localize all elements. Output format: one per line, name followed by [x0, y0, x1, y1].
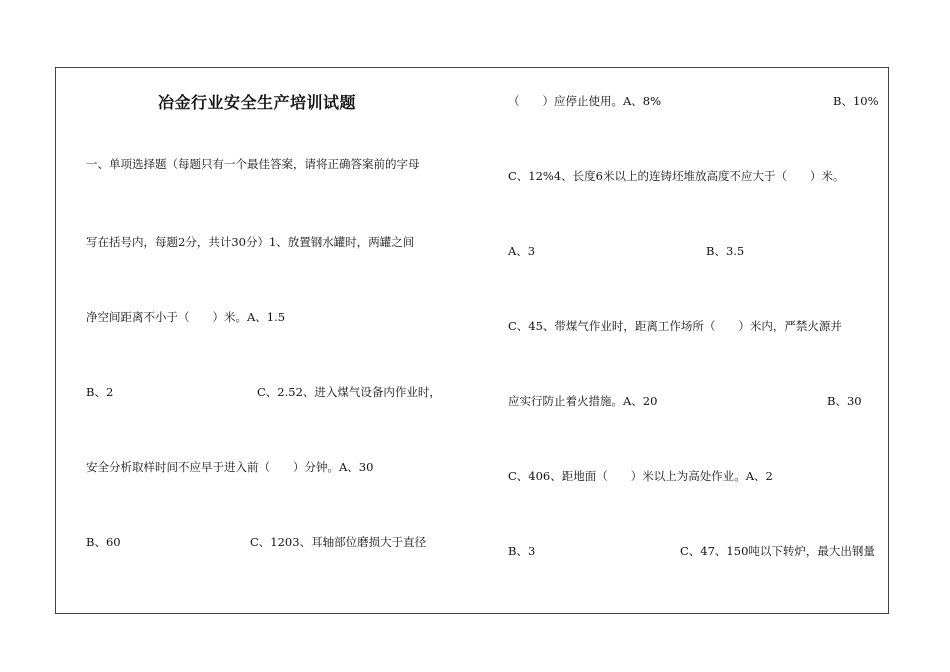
left-line-7: B、60 — [86, 535, 121, 549]
left-line-8: C、1203、耳轴部位磨损大于直径 — [250, 535, 427, 549]
left-line-5: C、2.52、进入煤气设备内作业时， — [257, 385, 441, 399]
right-line-1: （ ）应停止使用。A、8% — [508, 94, 662, 108]
right-line-11: C、47、150吨以下转炉，最大出钢量 — [680, 544, 875, 558]
right-line-3: C、12%4、长度6米以上的连铸坯堆放高度不应大于（ ）米。 — [508, 169, 845, 183]
left-line-4: B、2 — [86, 385, 114, 399]
left-line-6: 安全分析取样时间不应早于进入前（ ）分钟。A、30 — [86, 460, 374, 474]
document-title: 冶金行业安全生产培训试题 — [158, 93, 357, 112]
left-line-2: 写在括号内，每题2分，共计30分）1、放置钢水罐时，两罐之间 — [86, 235, 415, 249]
right-line-8: B、30 — [827, 394, 862, 408]
page-frame — [55, 67, 889, 614]
right-line-9: C、406、距地面（ ）米以上为高处作业。A、2 — [508, 469, 773, 483]
right-line-6: C、45、带煤气作业时，距离工作场所（ ）米内，严禁火源并 — [508, 319, 842, 333]
left-line-3: 净空间距离不小于（ ）米。A、1.5 — [86, 310, 286, 324]
right-line-4: A、3 — [508, 244, 536, 258]
right-line-10: B、3 — [508, 544, 536, 558]
left-line-1: 一、单项选择题（每题只有一个最佳答案，请将正确答案前的字母 — [86, 157, 420, 171]
right-line-5: B、3.5 — [706, 244, 745, 258]
right-line-7: 应实行防止着火措施。A、20 — [508, 394, 658, 408]
right-line-2: B、10% — [833, 94, 879, 108]
